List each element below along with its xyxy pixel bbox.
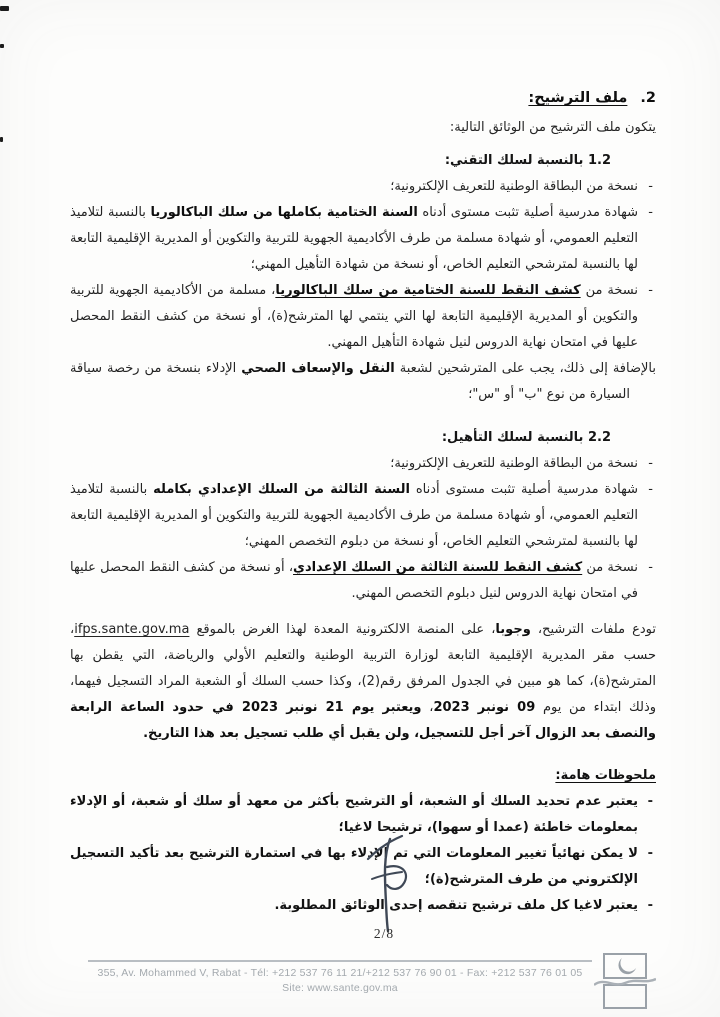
notes-heading: ملحوظات هامة: (555, 768, 656, 783)
section-heading (70, 86, 656, 110)
list-item (70, 451, 656, 477)
document-body (70, 86, 656, 919)
bullet-text: يعتبر عدم تحديد السلك أو الشعبة، أو الترشيح بأكثر من معهد أو سلك أو شعبة، أو الإدلاء بمعلومات خاطئة (عمدا أو سهوا)، ترشيحا لاغيا؛ (70, 794, 638, 835)
list-item (70, 200, 656, 278)
bullet-text-bold: السنة الختامية بكاملها من سلك الباكالوريا (150, 205, 418, 220)
scan-speck (0, 6, 9, 11)
start-date: 09 نونبر 2023 (433, 700, 536, 715)
footer-divider (88, 960, 592, 962)
section-title: ملف الترشيح: (528, 90, 628, 106)
paragraph-driving-license-note (70, 356, 656, 408)
bullet-text: شهادة مدرسية أصلية تثبت مستوى أدناه (409, 482, 638, 497)
signature-paraph-icon (350, 833, 428, 935)
bullet-text-bold-underlined: كشف النقط للسنة الختامية من سلك الباكالوريا (275, 283, 581, 298)
bullet-text-bold-underlined: كشف النقط للسنة الثالثة من السلك الإعدادي (293, 560, 583, 575)
bullet-text: نسخة من البطاقة الوطنية للتعريف الإلكترونية؛ (390, 179, 638, 194)
bullet-text-bold: السنة الثالثة من السلك الإعدادي بكامله (153, 482, 410, 497)
footer-address: 355, Av. Mohammed V, Rabat - Tél: +212 537 76 11 21/+212 537 76 90 01 - Fax: +212 537 76 01 05 (97, 967, 583, 979)
bullet-text: نسخة من (582, 560, 639, 575)
bullet-text: ، مسلمة من الأكاديمية الجهوية للتربية والتكوين أو المديرية الإقليمية التابعة لها التي ينتمي لها المترشح(ة)، أو نسخة من كشف النقط المحصل عليها في امتحان نهاية الدروس لنيل شهادة التأهيل المهني. (70, 283, 638, 350)
paragraph-text: تودع ملفات الترشيح، (530, 622, 657, 637)
bullet-text: لا يمكن نهائياً تغيير المعلومات التي تم الإدلاء بها في استمارة الترشيح بعد تأكيد التسجيل الإلكتروني من طرف المترشح(ة)؛ (70, 846, 638, 887)
footer-site: Site: www.sante.gov.ma (282, 982, 398, 994)
bullet-text: شهادة مدرسية أصلية تثبت مستوى أدناه (417, 205, 638, 220)
bullet-text: نسخة من البطاقة الوطنية للتعريف الإلكترونية؛ (390, 456, 638, 471)
health-ministry-crescent-logo-icon (594, 952, 656, 1010)
list-item (70, 555, 656, 607)
list-item (70, 278, 656, 356)
paragraph-text: ، على المنصة الالكترونية المعدة لهذا الغرض بالموقع (189, 622, 496, 637)
bullet-text: بالنسبة لتلاميذ التعليم العمومي، أو شهادة مسلمة من طرف الأكاديمية الجهوية للتربية والتكوين أو المديرية الإقليمية التابعة لها بالنسبة لمترشحي التعليم الخاص، أو نسخة من دبلوم التخصص المهني؛ (70, 482, 638, 549)
paragraph-text-bold: وجوبا (495, 622, 531, 637)
list-item (70, 174, 656, 200)
subsection-qualification-heading: 2.2 بالنسبة لسلك التأهيل: (441, 430, 611, 445)
deadline-date: ويعتبر يوم 21 نونبر 2023 في حدود الساعة الرابعة والنصف بعد الزوال آخر أجل للتسجيل، ولن يقبل أي طلب تسجيل بعد هذا التاريخ. (70, 700, 656, 741)
section-intro: يتكون ملف الترشيح من الوثائق التالية: (449, 120, 656, 135)
subsection-technical-heading: 1.2 بالنسبة لسلك التقني: (444, 153, 611, 168)
paragraph-deposit-instructions (70, 617, 656, 747)
paragraph-text: بالإضافة إلى ذلك، يجب على المترشحين لشعبة (394, 361, 656, 376)
bullet-text: نسخة من (580, 283, 639, 298)
paragraph-text: ، (421, 700, 434, 715)
section-number: 2. (640, 90, 656, 106)
paragraph-text: الإدلاء بنسخة من رخصة سياقة السيارة من نوع "ب" أو "س"؛ (70, 361, 630, 402)
paragraph-text: ، حسب مقر المديرية الإقليمية التابعة لوزارة التربية الوطنية والتعليم الأولي والرياضة، التي يقطن بها المترشح(ة)، كما هو مبين في الجدول المرفق رقم(2)، وكذا حسب السلك أو الشعبة المراد التسجيل فيهما، وذلك ابتداء من يوم (70, 622, 657, 715)
website-url: ifps.sante.gov.ma (74, 622, 190, 637)
bullet-text: بالنسبة لتلاميذ التعليم العمومي، أو شهادة مسلمة من طرف الأكاديمية الجهوية للتربية والتكوين أو المديرية الإقليمية التابعة لها بالنسبة لمترشحي التعليم الخاص، أو نسخة من شهادة التأهيل المهني؛ (70, 205, 638, 272)
scan-speck (0, 137, 3, 142)
scan-speck (0, 44, 4, 48)
paragraph-text-bold: النقل والإسعاف الصحي (241, 361, 395, 376)
bullet-text: ، أو نسخة من كشف النقط المحصل عليها في امتحان نهاية الدروس لنيل دبلوم التخصص المهني. (70, 560, 638, 601)
list-item (70, 477, 656, 555)
bullet-text: يعتبر لاغيا كل ملف ترشيح تنقصه إحدى الوثائق المطلوبة. (274, 898, 638, 913)
page-number: 2/8 (373, 926, 395, 941)
